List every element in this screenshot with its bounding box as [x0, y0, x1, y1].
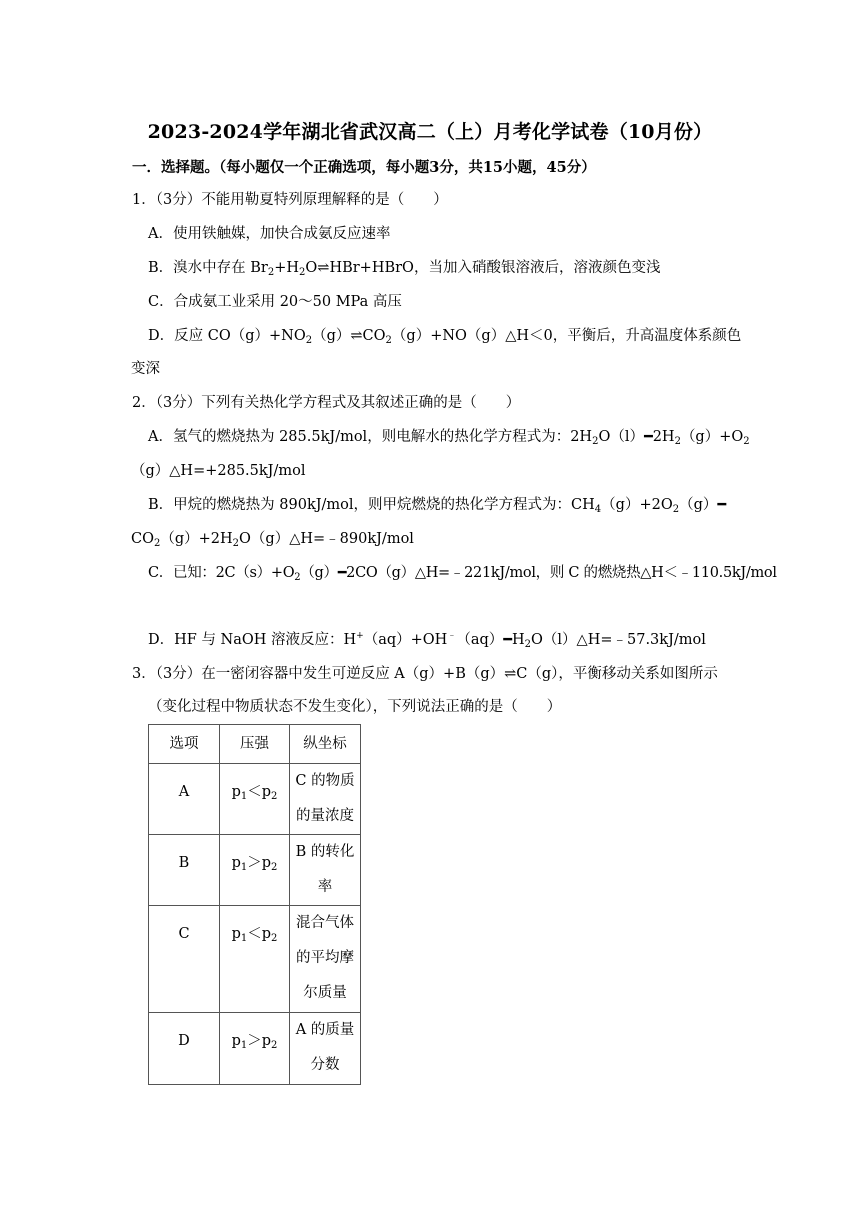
- page-title: 2023-2024学年湖北省武汉高二（上）月考化学试卷（10月份）: [147, 121, 713, 143]
- table-cell-pressure: $p_1<p_2$: [220, 764, 290, 835]
- table-cell-pressure: $p_1<p_2$: [220, 906, 290, 1013]
- table-cell-ordinate: C 的物质 的量浓度: [290, 764, 361, 835]
- question-2-option-a-continued: （g）△H=+285.5kJ/mol: [131, 463, 306, 479]
- question-2-option-c: C．已知：$2C(s)+O_2(g)━2CO(g)\triangle H=﹣221kJ$/mol，则 C 的燃烧热△H＜﹣110.5kJ/mol: [148, 565, 777, 583]
- table-cell-ordinate: 混合气体 的平均摩 尔质量: [290, 906, 361, 1013]
- table-cell-option: B: [149, 835, 220, 906]
- section-heading: 一．选择题。（每小题仅一个正确选项，每小题3分，共15小题，45分）: [132, 159, 596, 176]
- question-3-stem-continued: （变化过程中物质状态不发生变化），下列说法正确的是（ ）: [148, 699, 562, 715]
- question-1-option-a: A．使用铁触媒，加快合成氨反应速率: [148, 226, 391, 242]
- table-cell-option: C: [149, 906, 220, 1013]
- question-2-option-b: B．甲烷的燃烧热为 890kJ/mol，则甲烷燃烧的热化学方程式为：$CH_4(g)+2O_2(g)━$: [148, 497, 727, 515]
- question-2-option-a: A．氢气的燃烧热为 285.5kJ/mol，则电解水的热化学方程式为：$2H_2O(l)━2H_2(g)+O_2$: [148, 429, 750, 447]
- table-row: [149, 906, 361, 1013]
- table-header-cell: 纵坐标: [290, 725, 361, 764]
- table-cell-ordinate: A 的质量 分数: [290, 1013, 361, 1085]
- question-1-option-c: C．合成氨工业采用 20～50 MPa 高压: [148, 294, 402, 310]
- table-header-cell: 选项: [149, 725, 220, 764]
- table-header-cell: 压强: [220, 725, 290, 764]
- table-header-row: [149, 725, 361, 764]
- table-cell-ordinate: B 的转化 率: [290, 835, 361, 906]
- question-2-stem: 2．（3分）下列有关热化学方程式及其叙述正确的是（ ）: [132, 395, 521, 411]
- options-table: [148, 724, 361, 1085]
- question-1-option-d: D．反应 $CO(g)+NO_2(g)\rightleftharpoons CO_2(g)+NO(g)\triangle H<0$，平衡后，升高温度体系颜色: [148, 328, 742, 346]
- table-cell-pressure: $p_1>p_2$: [220, 835, 290, 906]
- table-row: [149, 835, 361, 906]
- table-cell-option: A: [149, 764, 220, 835]
- question-3-stem: 3．（3分）在一密闭容器中发生可逆反应 A（g）+B（g）⇌C（g），平衡移动关系如图所示: [132, 666, 718, 682]
- question-1-stem: 1．（3分）不能用勒夏特列原理解释的是（ ）: [132, 192, 448, 208]
- table-row: [149, 764, 361, 835]
- table-cell-option: D: [149, 1013, 220, 1085]
- question-1-option-d-continued: 变深: [131, 361, 160, 377]
- question-2-option-b-continued: $CO_2(g)+2H_2O(g)\triangle H=﹣890kJ$/mol: [131, 531, 414, 549]
- table-row: [149, 1013, 361, 1085]
- question-2-option-d: D．HF 与 NaOH 溶液反应：$H^+(aq)+OH^﹣(aq)━H_2O(l)\triangle H=﹣57.3kJ$/mol: [148, 631, 706, 650]
- table-cell-pressure: $p_1>p_2$: [220, 1013, 290, 1085]
- question-1-option-b: B．溴水中存在 $Br_2+H_2O\rightleftharpoons HBr+HBrO$，当加入硝酸银溶液后，溶液颜色变浅: [148, 260, 661, 278]
